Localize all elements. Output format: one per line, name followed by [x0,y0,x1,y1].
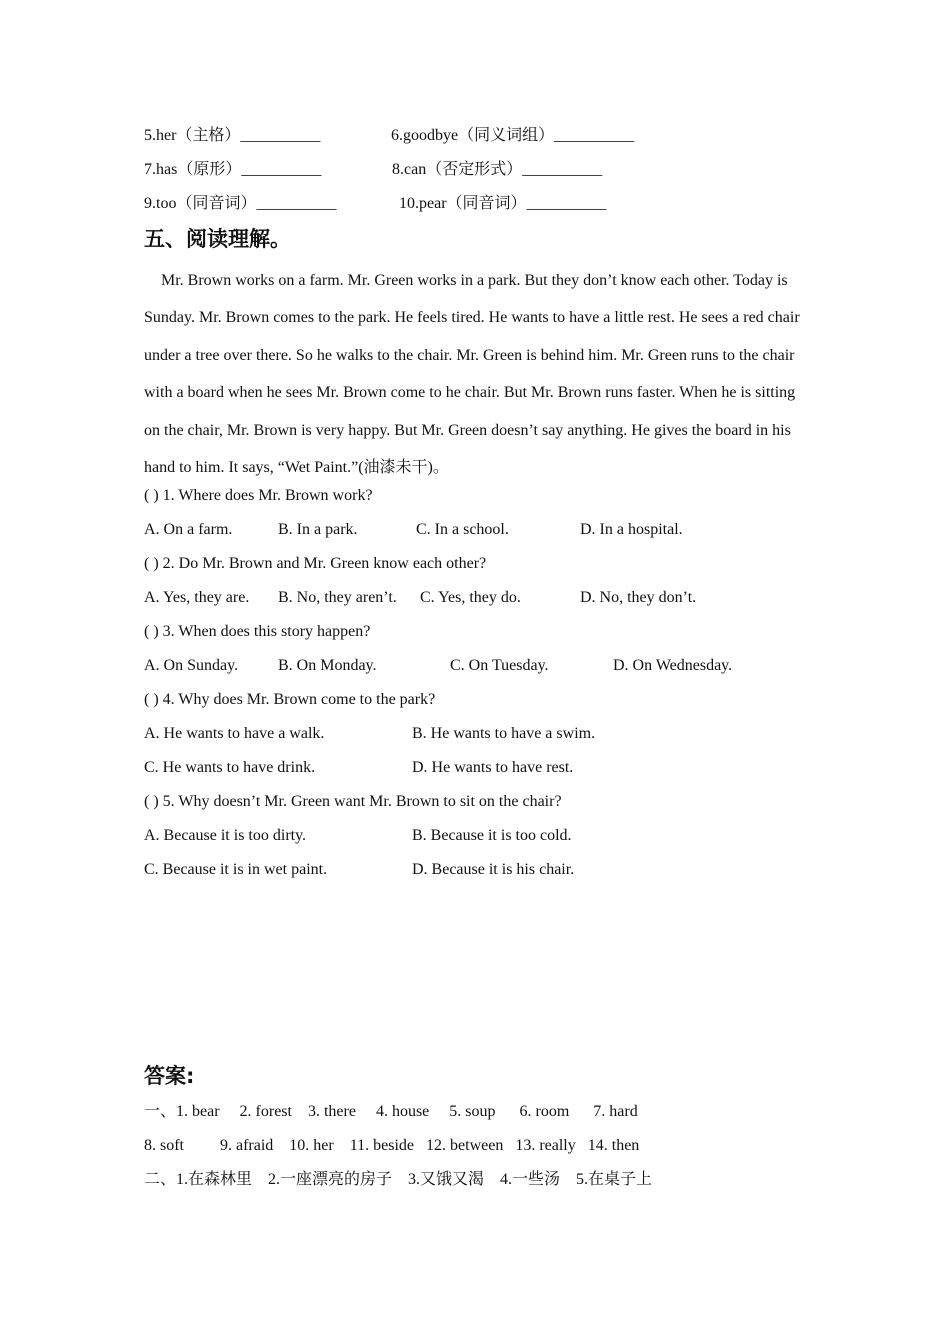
vocab-item-9: 9.too（同音词）__________ [144,195,337,212]
q5-option-c: C. Because it is in wet paint. [144,861,328,878]
q4-option-b: B. He wants to have a swim. [412,725,596,742]
question-1: ( ) 1. Where does Mr. Brown work? [144,487,373,504]
question-2: ( ) 2. Do Mr. Brown and Mr. Green know each other? [144,555,487,572]
q5-option-d: D. Because it is his chair. [412,861,575,878]
passage-text: Mr. Brown works on a farm. Mr. Green works in a park. But they don’t know each other. Today is Sunday. Mr. Brown comes to the park. He feels tired. He wants to have a little rest. He sees a red chair under a tree over there. So he walks to the chair. Mr. Green is behind him. Mr. Green runs to the chair with a board when he sees Mr. Brown come to he chair. But Mr. Brown runs faster. When he is sitting on the chair, Mr. Brown is very happy. But Mr. Green doesn’t say anything. He gives the board in his hand to him. It says, “Wet Paint.”(油漆未干)。 [144,272,800,477]
q1-option-d: D. In a hospital. [580,521,683,538]
q4-option-a: A. He wants to have a walk. [144,725,325,742]
vocab-item-10: 10.pear（同音词）__________ [399,195,607,212]
vocab-item-6: 6.goodbye（同义词组）__________ [391,127,635,144]
q1-option-c: C. In a school. [416,521,509,538]
answers-line-1: 一、1. bear 2. forest 3. there 4. house 5. soup 6. room 7. hard [144,1103,638,1120]
q3-option-b: B. On Monday. [278,657,377,674]
reading-passage [144,262,812,486]
q3-option-d: D. On Wednesday. [613,657,733,674]
q2-option-c: C. Yes, they do. [420,589,521,606]
q5-option-a: A. Because it is too dirty. [144,827,307,844]
section-heading-reading: 五、阅读理解。 [144,227,291,251]
q2-option-a: A. Yes, they are. [144,589,250,606]
answers-heading: 答案: [144,1064,195,1088]
answers-line-2: 8. soft 9. afraid 10. her 11. beside 12. between 13. really 14. then [144,1137,640,1154]
q4-option-d: D. He wants to have rest. [412,759,574,776]
q4-option-c: C. He wants to have drink. [144,759,316,776]
q1-option-b: B. In a park. [278,521,358,538]
vocab-item-8: 8.can（否定形式）__________ [392,161,603,178]
q3-option-a: A. On Sunday. [144,657,239,674]
q1-option-a: A. On a farm. [144,521,233,538]
question-3: ( ) 3. When does this story happen? [144,623,371,640]
answers-line-3: 二、1.在森林里 2.一座漂亮的房子 3.又饿又渴 4.一些汤 5.在桌子上 [144,1171,653,1188]
q2-option-b: B. No, they aren’t. [278,589,397,606]
question-5: ( ) 5. Why doesn’t Mr. Green want Mr. Brown to sit on the chair? [144,793,562,810]
q2-option-d: D. No, they don’t. [580,589,697,606]
q5-option-b: B. Because it is too cold. [412,827,572,844]
question-4: ( ) 4. Why does Mr. Brown come to the park? [144,691,436,708]
q3-option-c: C. On Tuesday. [450,657,549,674]
vocab-item-7: 7.has（原形）__________ [144,161,322,178]
vocab-item-5: 5.her（主格）__________ [144,127,321,144]
